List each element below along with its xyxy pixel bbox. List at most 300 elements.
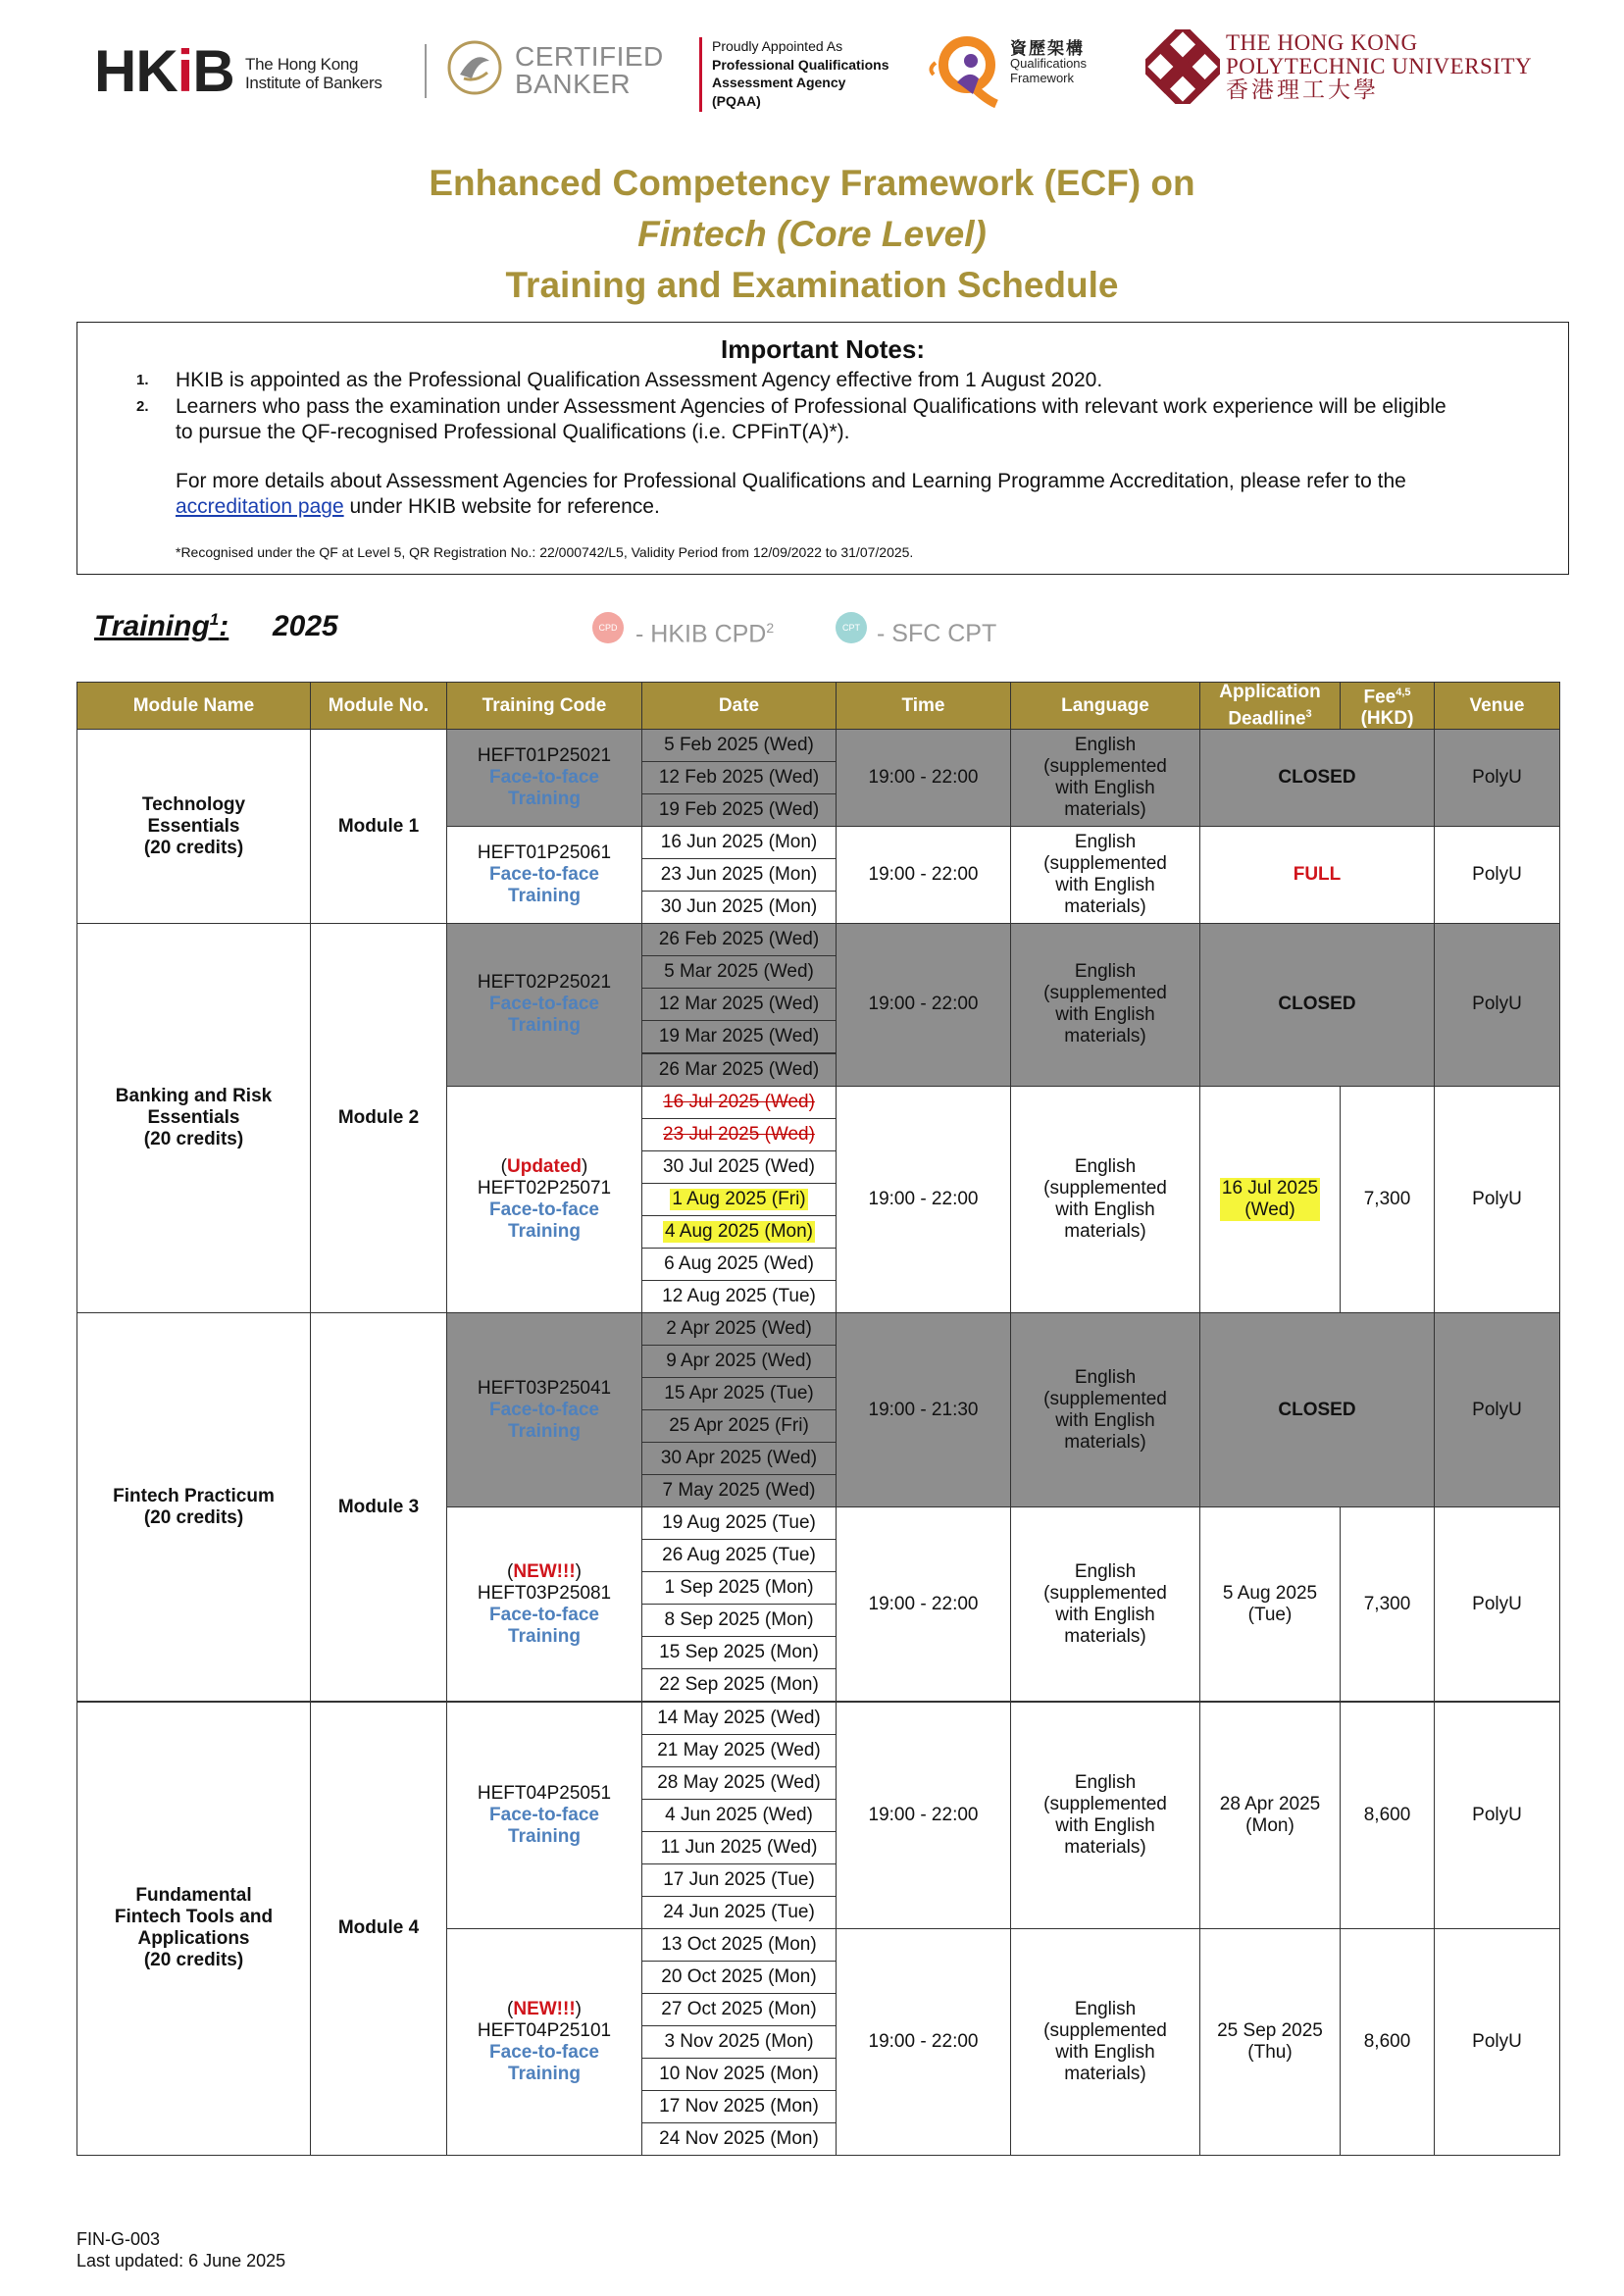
deadline-text — [1220, 1178, 1320, 1221]
language-cell — [1010, 729, 1200, 827]
pqaa-line1: Proudly Appointed As — [712, 38, 843, 54]
training-code: HEFT02P25021 — [477, 972, 612, 994]
tag-open: ( — [500, 1155, 507, 1177]
cpd-legend — [635, 620, 774, 648]
training-label-colon: : — [219, 610, 229, 642]
closed-status — [1199, 923, 1435, 1086]
fee-text: 8,600 — [1363, 1804, 1411, 1825]
header-module-no-text: Module No. — [328, 694, 430, 716]
header-deadline-text — [1219, 682, 1320, 730]
time-cell — [836, 729, 1011, 827]
training-code-cell — [446, 1312, 642, 1507]
fee-cell — [1340, 1086, 1435, 1313]
time-text: 19:00 - 22:00 — [868, 864, 979, 886]
language-text — [1043, 1156, 1167, 1243]
module-name-cell — [76, 923, 311, 1313]
date-text: 2 Apr 2025 (Wed) — [666, 1317, 812, 1339]
module-name-line: (20 credits) — [143, 1506, 244, 1528]
date-text: 19 Mar 2025 (Wed) — [658, 1026, 820, 1047]
date-row — [641, 1312, 837, 1346]
qf-chinese: 資歷架構 — [1010, 39, 1085, 58]
language-text-line: with English — [1055, 1004, 1155, 1026]
date-text: 26 Mar 2025 (Wed) — [658, 1058, 820, 1080]
training-code-block — [478, 1783, 611, 1848]
module-no-cell — [310, 1312, 447, 1703]
language-text — [1043, 1561, 1167, 1648]
note-more-a: For more details about Assessment Agencies for Professional Qualifications and Learning Programme Accreditation, please refer to the — [176, 470, 1406, 492]
training-code-cell — [446, 729, 642, 827]
tag-close: ) — [575, 1560, 582, 1582]
pqaa-text — [712, 37, 889, 110]
header-deadline-a: Application — [1219, 681, 1321, 702]
date-text: 1 Aug 2025 (Fri) — [672, 1188, 806, 1209]
certified-line1: CERTIFIED — [515, 41, 664, 72]
module-name-cell — [76, 1702, 311, 2157]
title-line2: Fintech (Core Level) — [637, 214, 987, 254]
training-code-block — [478, 1999, 611, 2085]
date-row — [641, 1571, 837, 1605]
updated-tag: Updated — [507, 1155, 582, 1177]
header-module-name-text: Module Name — [132, 694, 255, 716]
date-row — [641, 1345, 837, 1378]
language-text-line: with English — [1055, 2042, 1155, 2064]
module-no-cell — [310, 729, 447, 924]
date-text: 27 Oct 2025 (Mon) — [661, 1998, 817, 2019]
module-name-line: Fintech Tools and — [114, 1907, 274, 1928]
training-code-cell — [446, 1702, 642, 1929]
training-label-text: Training — [94, 610, 210, 642]
header-module-name — [76, 682, 311, 730]
date-text: 13 Oct 2025 (Mon) — [661, 1933, 817, 1955]
venue-text: PolyU — [1472, 994, 1522, 1015]
module-name-cell — [76, 729, 311, 924]
training-code: HEFT03P25081 — [477, 1582, 612, 1604]
module-name-line: (20 credits) — [143, 837, 244, 858]
venue-text: PolyU — [1472, 1804, 1522, 1825]
pqaa-line4: (PQAA) — [712, 92, 761, 109]
language-text — [1043, 832, 1167, 918]
f2f-label: Face-to-face — [489, 1399, 599, 1420]
date-row — [641, 1183, 837, 1216]
date-text: 24 Jun 2025 (Tue) — [663, 1901, 815, 1922]
date-row — [641, 826, 837, 859]
language-text-line: (supplemented — [1043, 756, 1167, 778]
venue-text: PolyU — [1472, 1593, 1522, 1614]
footer — [76, 2228, 285, 2271]
pqaa-line3: Assessment Agency — [712, 75, 846, 90]
venue-text: PolyU — [1472, 2031, 1522, 2053]
language-text-line: with English — [1055, 1199, 1155, 1220]
f2f-label: Face-to-face — [489, 994, 599, 1015]
venue-cell — [1434, 826, 1560, 924]
date-row — [641, 1053, 837, 1087]
date-text: 26 Feb 2025 (Wed) — [658, 929, 820, 950]
status-text: CLOSED — [1278, 767, 1356, 789]
date-text: 7 May 2025 (Wed) — [662, 1480, 816, 1502]
header-venue — [1434, 682, 1560, 730]
date-text: 15 Apr 2025 (Tue) — [664, 1383, 814, 1404]
f2f-label: Face-to-face — [489, 1604, 599, 1625]
date-row — [641, 761, 837, 794]
header-deadline — [1199, 682, 1341, 730]
polyu-line2: POLYTECHNIC UNIVERSITY — [1226, 54, 1533, 78]
date-text: 16 Jul 2025 (Wed) — [663, 1091, 815, 1112]
venue-cell — [1434, 1702, 1560, 1929]
time-cell — [836, 1702, 1011, 1929]
language-text-line: materials) — [1064, 1625, 1146, 1647]
venue-cell — [1434, 1928, 1560, 2156]
f2f-label: Face-to-face — [489, 1199, 599, 1220]
date-text: 6 Aug 2025 (Wed) — [664, 1252, 814, 1274]
header-fee-sup: 4,5 — [1396, 686, 1411, 698]
cpd-badge-icon: CPD — [592, 612, 624, 643]
language-text-line: materials) — [1064, 1026, 1146, 1047]
accreditation-page-link[interactable]: accreditation page — [176, 495, 344, 518]
date-text: 4 Jun 2025 (Wed) — [665, 1804, 813, 1825]
date-text: 25 Apr 2025 (Fri) — [669, 1415, 809, 1437]
language-text-line: English — [1074, 961, 1137, 983]
date-text: 30 Jul 2025 (Wed) — [663, 1155, 815, 1177]
date-text: 5 Mar 2025 (Wed) — [664, 961, 814, 983]
module-name — [116, 1086, 272, 1150]
module-name-line: Fintech Practicum — [113, 1485, 275, 1506]
tag-close: ) — [575, 1999, 582, 2020]
date-text: 9 Apr 2025 (Wed) — [666, 1350, 812, 1371]
language-text-line: materials) — [1064, 799, 1146, 821]
training-code-cell — [446, 1928, 642, 2156]
date-row — [641, 1474, 837, 1507]
language-text-line: English — [1074, 1999, 1137, 2020]
date-row — [641, 2122, 837, 2156]
deadline-text — [1217, 2020, 1323, 2064]
header-venue-text: Venue — [1469, 694, 1525, 716]
language-text-line: (supplemented — [1043, 1793, 1167, 1814]
module-name-line: Fundamental — [135, 1885, 252, 1907]
new-tag: NEW!!! — [513, 1560, 576, 1582]
training-code-block — [478, 745, 611, 810]
training-code-cell — [446, 826, 642, 924]
date-row — [641, 2058, 837, 2091]
module-no-cell — [310, 923, 447, 1313]
deadline-day: (Tue) — [1247, 1604, 1293, 1625]
header-training-code — [446, 682, 642, 730]
header-fee-b: (HKD) — [1360, 708, 1414, 730]
time-cell — [836, 1928, 1011, 2156]
date-row — [641, 2025, 837, 2059]
f2f-label: Training — [508, 1220, 581, 1242]
new-tag: NEW!!! — [513, 1999, 576, 2020]
date-row — [641, 1766, 837, 1800]
training-code: HEFT01P25021 — [477, 745, 612, 767]
language-text-line: materials) — [1064, 1431, 1146, 1453]
f2f-label: Face-to-face — [489, 864, 599, 886]
training-code: HEFT01P25061 — [477, 842, 612, 864]
notes-heading: Important Notes: — [721, 334, 925, 364]
time-cell — [836, 1506, 1011, 1702]
venue-cell — [1434, 1506, 1560, 1702]
module-name — [142, 794, 245, 859]
language-cell — [1010, 1086, 1200, 1313]
hkib-subtitle — [245, 55, 382, 92]
header-language-text: Language — [1061, 694, 1149, 716]
qf-line1: Qualifications — [1010, 56, 1088, 71]
date-text: 26 Aug 2025 (Tue) — [662, 1545, 816, 1566]
hkib-sub-line1: The Hong Kong — [245, 55, 359, 74]
module-no-cell — [310, 1702, 447, 2157]
tag-open: ( — [507, 1560, 514, 1582]
date-row — [641, 1377, 837, 1410]
language-text-line: English — [1074, 1366, 1137, 1388]
module-name-line: Essentials — [147, 815, 240, 837]
venue-cell — [1434, 1312, 1560, 1507]
training-code-cell — [446, 923, 642, 1086]
closed-status — [1199, 1312, 1435, 1507]
date-row — [641, 729, 837, 762]
date-row — [641, 1961, 837, 1994]
date-row — [641, 2090, 837, 2123]
venue-text: PolyU — [1472, 1399, 1522, 1420]
module-name-line: Technology — [141, 793, 246, 815]
date-row — [641, 891, 837, 924]
language-text — [1043, 1367, 1167, 1454]
pqaa-bar — [699, 37, 702, 112]
training-code-block — [478, 972, 611, 1037]
venue-text: PolyU — [1472, 767, 1522, 789]
module-no: Module 3 — [337, 1496, 420, 1517]
pqaa-line2: Professional Qualifications — [712, 56, 889, 73]
f2f-label: Training — [508, 1625, 581, 1647]
certified-line2: BANKER — [515, 69, 632, 99]
module-name-line: (20 credits) — [143, 1950, 244, 1971]
date-row — [641, 1409, 837, 1443]
header-date — [641, 682, 837, 730]
f2f-label: Training — [508, 1825, 581, 1847]
training-code-block — [478, 1156, 611, 1243]
note-more-b — [176, 494, 660, 519]
date-row — [641, 1831, 837, 1864]
training-code: HEFT04P25051 — [477, 1782, 612, 1804]
polyu-text — [1226, 31, 1532, 102]
venue-text: PolyU — [1472, 864, 1522, 886]
date-row — [641, 1993, 837, 2026]
date-text: 21 May 2025 (Wed) — [657, 1739, 821, 1760]
date-text: 17 Nov 2025 (Mon) — [659, 2096, 819, 2117]
fee-text: 7,300 — [1363, 1593, 1411, 1614]
deadline-day: (Mon) — [1245, 1814, 1294, 1836]
status-text: CLOSED — [1278, 1399, 1356, 1420]
logo-divider — [425, 44, 427, 98]
date-row — [641, 1539, 837, 1572]
time-cell — [836, 923, 1011, 1086]
language-text-line: English — [1074, 1771, 1137, 1793]
deadline-date: 5 Aug 2025 — [1222, 1582, 1318, 1604]
important-notes-box — [76, 322, 1569, 575]
language-text-line: (supplemented — [1043, 1388, 1167, 1409]
date-row — [641, 1799, 837, 1832]
module-name-line: Applications — [137, 1928, 250, 1950]
language-text-line: with English — [1055, 778, 1155, 799]
qf-footnote: *Recognised under the QF at Level 5, QR Registration No.: 22/000742/L5, Validity Period from 12/09/2022 to 31/07/2025. — [176, 544, 914, 560]
date-row — [641, 1896, 837, 1929]
date-row — [641, 1280, 837, 1313]
deadline-cell — [1199, 1702, 1341, 1929]
date-row — [641, 1734, 837, 1767]
date-row — [641, 793, 837, 827]
fee-text: 7,300 — [1363, 1188, 1411, 1209]
language-text — [1043, 1772, 1167, 1859]
venue-cell — [1434, 729, 1560, 827]
language-text-line: English — [1074, 1155, 1137, 1177]
deadline-day: (Thu) — [1247, 2042, 1293, 2064]
certified-banker-emblem-icon — [446, 39, 503, 96]
language-text-line: English — [1074, 735, 1137, 756]
venue-cell — [1434, 923, 1560, 1086]
hkib-logo: HKiB — [94, 38, 234, 104]
note-2-number: 2. — [136, 398, 149, 415]
deadline-text — [1223, 1583, 1317, 1626]
last-updated: Last updated: 6 June 2025 — [76, 2251, 286, 2270]
language-cell — [1010, 1312, 1200, 1507]
language-text-line: with English — [1055, 1814, 1155, 1836]
status-text: CLOSED — [1278, 994, 1356, 1015]
tag-open: ( — [507, 1999, 514, 2020]
module-name — [115, 1885, 273, 1971]
module-no: Module 1 — [337, 815, 420, 837]
tag-close: ) — [582, 1155, 588, 1177]
date-text: 22 Sep 2025 (Mon) — [659, 1674, 819, 1696]
deadline-date: 28 Apr 2025 — [1219, 1793, 1321, 1814]
venue-cell — [1434, 1086, 1560, 1313]
training-code-block — [478, 1561, 611, 1648]
note-2a: Learners who pass the examination under Assessment Agencies of Professional Qualifications with relevant work experience will be eligible — [176, 395, 1446, 418]
language-text-line: English — [1074, 832, 1137, 853]
time-text: 19:00 - 22:00 — [868, 1804, 979, 1825]
date-text: 16 Jun 2025 (Mon) — [660, 832, 818, 853]
date-text: 1 Sep 2025 (Mon) — [664, 1577, 814, 1599]
date-text: 30 Apr 2025 (Wed) — [660, 1448, 818, 1469]
deadline-date: 16 Jul 2025 — [1221, 1177, 1319, 1199]
date-row — [641, 1020, 837, 1053]
tag-line — [478, 1999, 611, 2020]
time-text: 19:00 - 22:00 — [868, 767, 979, 789]
f2f-label: Training — [508, 789, 581, 810]
training-label-sup: 1 — [209, 610, 220, 629]
deadline-cell — [1199, 1928, 1341, 2156]
language-cell — [1010, 1928, 1200, 2156]
date-row — [641, 1702, 837, 1735]
note-2b: to pursue the QF-recognised Professional Qualifications (i.e. CPFinT(A)*). — [176, 421, 850, 443]
date-text: 17 Jun 2025 (Tue) — [663, 1868, 815, 1890]
language-text-line: materials) — [1064, 1836, 1146, 1858]
language-text-line: materials) — [1064, 1220, 1146, 1242]
date-row — [641, 1442, 837, 1475]
f2f-label: Training — [508, 1015, 581, 1037]
polyu-line1: THE HONG KONG — [1226, 30, 1418, 55]
language-text-line: with English — [1055, 875, 1155, 896]
polyu-logo-icon — [1145, 29, 1220, 104]
language-text-line: (supplemented — [1043, 1177, 1167, 1199]
time-text: 19:00 - 22:00 — [868, 1593, 979, 1614]
date-row — [641, 1086, 837, 1119]
date-text: 11 Jun 2025 (Wed) — [660, 1836, 818, 1858]
time-cell — [836, 1086, 1011, 1313]
tag-line — [478, 1561, 611, 1583]
qf-line2: Framework — [1010, 71, 1075, 85]
tag-line — [478, 1156, 611, 1178]
date-row — [641, 1863, 837, 1897]
date-row — [641, 955, 837, 989]
header-time — [836, 682, 1011, 730]
date-text: 28 May 2025 (Wed) — [657, 1771, 821, 1793]
date-row — [641, 988, 837, 1021]
date-text: 19 Feb 2025 (Wed) — [658, 799, 820, 821]
language-cell — [1010, 826, 1200, 924]
header-language — [1010, 682, 1200, 730]
deadline-date: 25 Sep 2025 — [1217, 2020, 1323, 2042]
module-no: Module 4 — [337, 1917, 420, 1939]
header-logos — [0, 0, 1624, 137]
module-name-line: (20 credits) — [143, 1129, 244, 1150]
closed-status — [1199, 729, 1435, 827]
header-module-no — [310, 682, 447, 730]
polyu-line3: 香港理工大學 — [1226, 77, 1379, 102]
date-row — [641, 1150, 837, 1184]
fee-cell — [1340, 1702, 1435, 1929]
note-more-b-text: under HKIB website for reference. — [343, 495, 660, 518]
f2f-label: Face-to-face — [489, 767, 599, 789]
cpt-badge-icon: CPT — [836, 612, 867, 643]
date-text: 4 Aug 2025 (Mon) — [664, 1220, 814, 1242]
training-year: 2025 — [273, 610, 338, 642]
time-cell — [836, 1312, 1011, 1507]
f2f-label: Training — [508, 886, 581, 907]
cpt-legend: - SFC CPT — [877, 620, 997, 647]
training-code: HEFT03P25041 — [477, 1377, 612, 1399]
fee-text: 8,600 — [1363, 2031, 1411, 2053]
language-text — [1043, 1999, 1167, 2085]
f2f-label: Face-to-face — [489, 2042, 599, 2064]
title-line1: Enhanced Competency Framework (ECF) on — [429, 163, 1195, 203]
module-name-cell — [76, 1312, 311, 1703]
language-text-line: materials) — [1064, 2064, 1146, 2085]
date-row — [641, 1928, 837, 1962]
module-name-line: Banking and Risk — [115, 1086, 273, 1107]
status-text: FULL — [1293, 864, 1342, 886]
date-row — [641, 1636, 837, 1669]
header-deadline-sup: 3 — [1305, 707, 1312, 720]
training-code-cell — [446, 1086, 642, 1313]
date-row — [641, 1118, 837, 1151]
date-row — [641, 858, 837, 892]
doc-code: FIN-G-003 — [76, 2229, 161, 2249]
date-row — [641, 1215, 837, 1249]
date-text: 3 Nov 2025 (Mon) — [664, 2031, 814, 2053]
training-code: HEFT04P25101 — [477, 2020, 612, 2042]
date-text: 12 Mar 2025 (Wed) — [658, 994, 820, 1015]
qf-text — [1010, 41, 1087, 85]
date-text: 5 Feb 2025 (Wed) — [664, 735, 814, 756]
header-time-text: Time — [901, 694, 945, 716]
f2f-label: Training — [508, 1420, 581, 1442]
language-text-line: (supplemented — [1043, 1582, 1167, 1604]
fee-cell — [1340, 1928, 1435, 2156]
time-text: 19:00 - 22:00 — [868, 2031, 979, 2053]
training-code-block — [478, 1378, 611, 1443]
deadline-cell — [1199, 1086, 1341, 1313]
time-text: 19:00 - 22:00 — [868, 994, 979, 1015]
fee-cell — [1340, 1506, 1435, 1702]
language-cell — [1010, 1702, 1200, 1929]
